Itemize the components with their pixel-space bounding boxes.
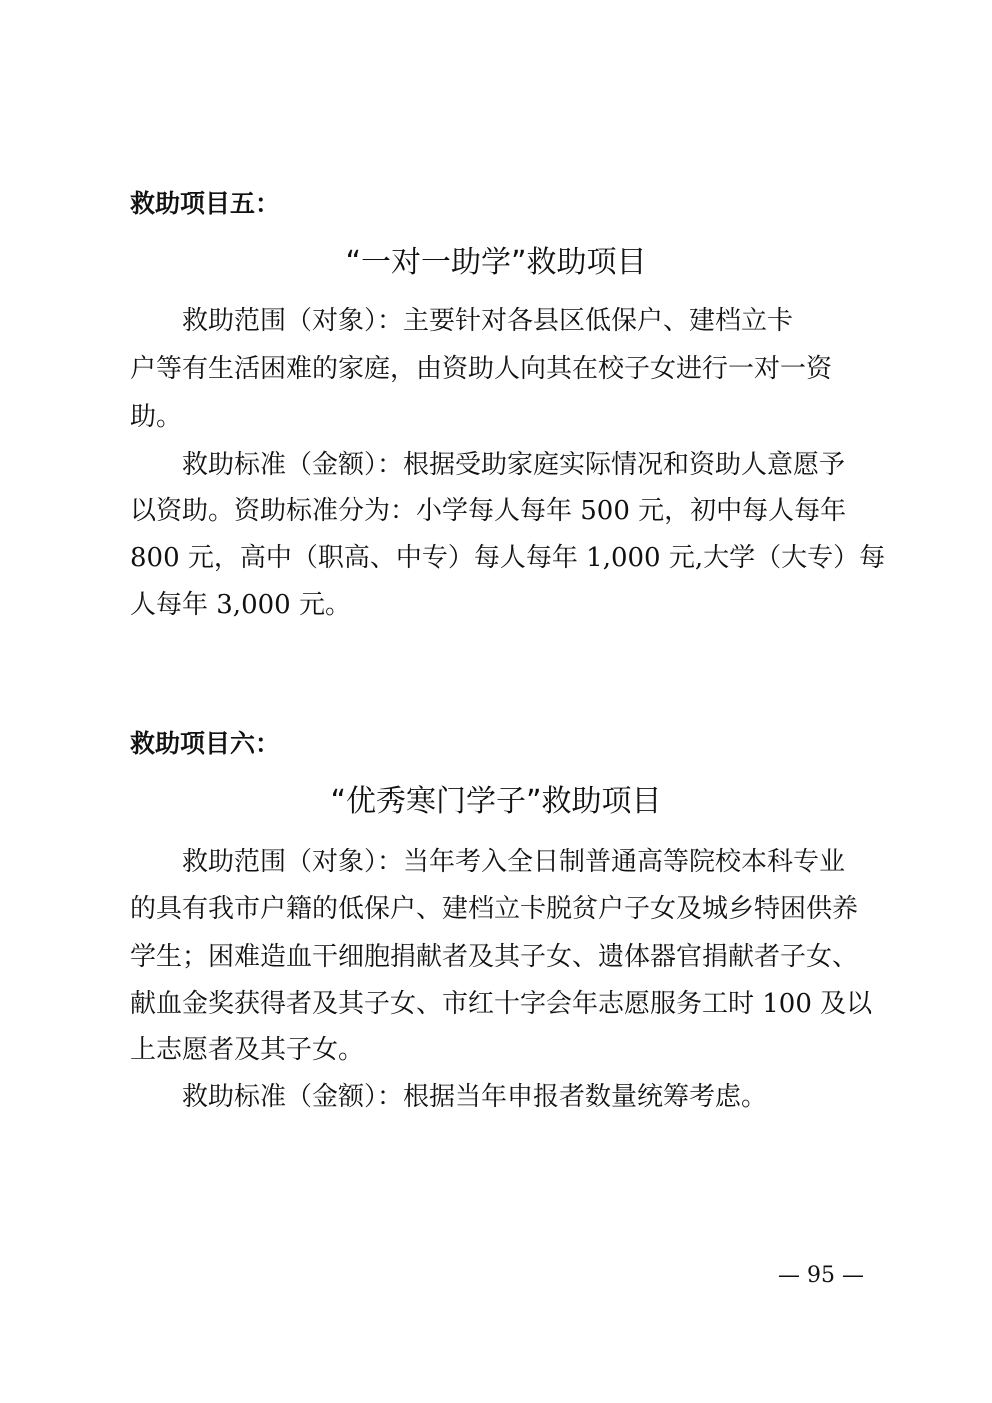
paragraph-line: 救助标准（金额）：根据受助家庭实际情况和资助人意愿予 [182,450,846,480]
project-6-title: “优秀寒门学子”救助项目 [330,784,662,819]
paragraph-line: 的具有我市户籍的低保户、建档立卡脱贫户子女及城乡特困供养 [130,894,859,924]
paragraph-line: 救助标准（金额）：根据当年申报者数量统筹考虑。 [182,1082,768,1112]
paragraph-line: 户等有生活困难的家庭，由资助人向其在校子女进行一对一资 [130,354,833,384]
project-5-heading: 救助项目五： [130,189,281,218]
paragraph-line: 学生；困难造血干细胞捐献者及其子女、遗体器官捐献者子女、 [130,942,859,972]
paragraph-line: 上志愿者及其子女。 [130,1035,365,1065]
paragraph-line: 助。 [130,402,183,432]
paragraph-line: 救助范围（对象）：主要针对各县区低保户、建档立卡 [182,306,794,336]
paragraph-line: 800 元，高中（职高、中专）每人每年 1,000 元,大学（大专）每 [130,543,886,573]
paragraph-line: 以资助。资助标准分为：小学每人每年 500 元，初中每人每年 [130,496,847,526]
project-6-heading: 救助项目六： [130,729,281,758]
project-5-title: “一对一助学”救助项目 [345,245,647,280]
paragraph-line: 救助范围（对象）：当年考入全日制普通高等院校本科专业 [182,847,846,877]
paragraph-line: 献血金奖获得者及其子女、市红十字会年志愿服务工时 100 及以 [130,989,873,1019]
paragraph-line: 人每年 3,000 元。 [130,590,351,620]
page-number: — 95 — [778,1263,864,1288]
